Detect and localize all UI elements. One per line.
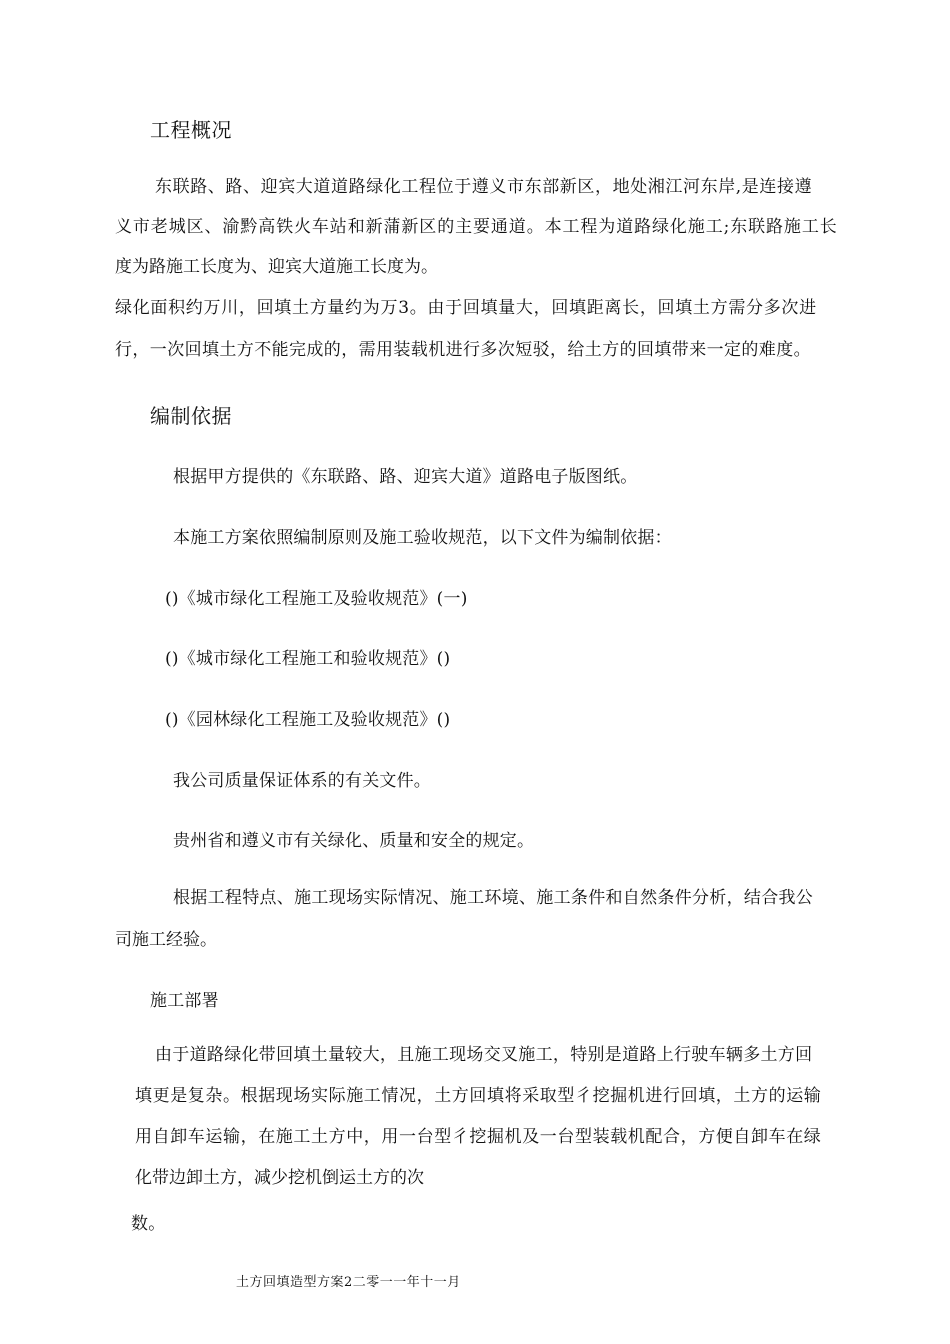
overview-line-1: 东联路、路、迎宾大道道路绿化工程位于遵义市东部新区，地处湘江河东岸,是连接遵	[155, 177, 813, 197]
basis-item-1: ()《城市绿化工程施工及验收规范》(一)	[165, 589, 468, 609]
deployment-paragraph	[135, 1035, 895, 1199]
section-title-overview: 工程概况	[150, 118, 232, 142]
basis-item-3: ()《园林绿化工程施工及验收规范》()	[165, 710, 451, 730]
section-title-basis: 编制依据	[150, 404, 232, 428]
basis-paragraph-2: 本施工方案依照编制原则及施工验收规范，以下文件为编制依据：	[173, 528, 672, 548]
basis-paragraph-1: 根据甲方提供的《东联路、路、迎宾大道》道路电子版图纸。	[173, 467, 638, 487]
overview-paragraph-2	[115, 287, 905, 371]
overview-line-2: 义市老城区、渝黔高铁火车站和新蒲新区的主要通道。本工程为道路绿化施工;东联路施工长	[115, 217, 838, 237]
overview-line-5: 行，一次回填土方不能完成的，需用装载机进行多次短驳，给土方的回填带来一定的难度。	[115, 340, 811, 360]
overview-line-3: 度为路施工长度为、迎宾大道施工长度为。	[115, 257, 438, 277]
basis-item-2: ()《城市绿化工程施工和验收规范》()	[165, 649, 451, 669]
basis-paragraph-5-line-2: 司施工经验。	[115, 930, 217, 950]
deployment-line-3: 用自卸车运输，在施工土方中，用一台型彳挖掘机及一台型装载机配合，方便自卸车在绿	[135, 1127, 822, 1147]
section-title-deployment: 施工部署	[150, 991, 219, 1011]
overview-paragraph	[115, 167, 905, 287]
page-footer: 土方回填造型方案2二零一一年十一月	[236, 1275, 461, 1290]
basis-paragraph-3: 我公司质量保证体系的有关文件。	[173, 771, 431, 791]
overview-line-4: 绿化面积约万川，回填土方量约为万3。由于回填量大，回填距离长，回填土方需分多次进	[115, 298, 817, 318]
basis-paragraph-5	[115, 877, 905, 961]
deployment-line-4: 化带边卸土方，减少挖机倒运土方的次	[135, 1168, 424, 1188]
deployment-line-2: 填更是复杂。根据现场实际施工情况，土方回填将采取型彳挖掘机进行回填，土方的运输	[135, 1086, 822, 1106]
basis-paragraph-4: 贵州省和遵义市有关绿化、质量和安全的规定。	[173, 831, 535, 851]
basis-paragraph-5-line-1: 根据工程特点、施工现场实际情况、施工环境、施工条件和自然条件分析，结合我公	[173, 888, 814, 908]
deployment-line-1: 由于道路绿化带回填土量较大，且施工现场交叉施工，特别是道路上行驶车辆多土方回	[155, 1045, 813, 1065]
deployment-last-line: 数。	[131, 1214, 166, 1234]
